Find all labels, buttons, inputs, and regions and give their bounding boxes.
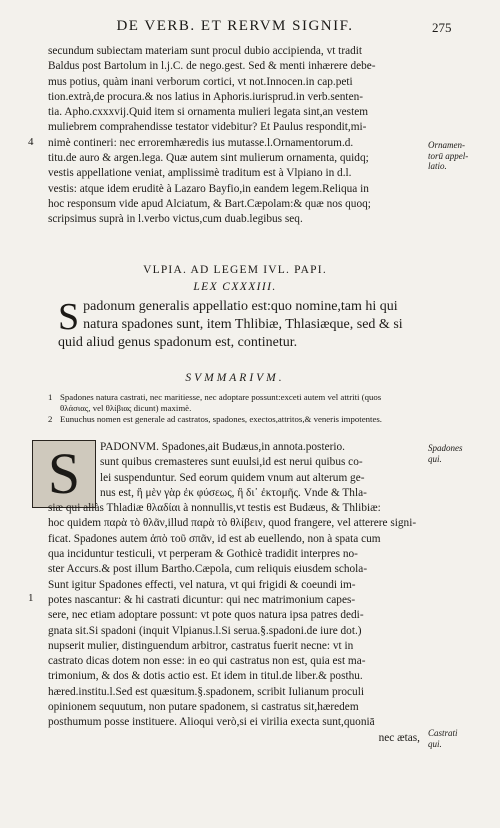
text-line: titu.de auro & argen.lega. Quæ autem sint mulierum ornamenta, quidq;	[48, 152, 369, 165]
summarium-list	[48, 392, 420, 425]
text-line: trimonium, & dos & dotis actio est. Et idem in titul.de liber.& posthu.	[48, 670, 363, 683]
lex-title: LEX CXXXIII.	[193, 281, 277, 293]
text-line: castrato dicas dotem non esse: in eo qui castratus non est, quia est ma-	[48, 655, 366, 668]
summarium-number: 1	[48, 392, 53, 402]
marginal-number: 1	[28, 592, 34, 604]
margin-note-line: qui.	[428, 738, 442, 749]
text-line: muliebrem comprahendisse testator videbitur? Et Paulus respondit,mi-	[48, 121, 367, 134]
text-line: potes nascantur: & hi castrati dicuntur: qui nec matrimonium capes-	[48, 593, 356, 606]
section-title: VLPIA. AD LEGEM IVL. PAPI.	[143, 264, 327, 276]
page-number: 275	[432, 20, 452, 35]
margin-note-spadones	[428, 443, 463, 464]
margin-note-castrati	[428, 728, 458, 749]
marginal-number: 4	[28, 136, 34, 148]
text-line: tion.extrà,de procura.& nos latius in Aphoris.iurisprud.in verb.senten-	[48, 90, 363, 103]
text-line: vestis: atque idem eruditè à Lazaro Bayfio,in eandem legem.Reliqua in	[48, 182, 369, 195]
text-line: vestis appellatione veniat, amplissimè traditum est à Vlpiano in d.l.	[48, 167, 352, 180]
margin-note-line: torū appel-	[428, 150, 469, 161]
margin-note-line: latio.	[428, 161, 447, 171]
text-line: Sunt igitur Spadones effecti, vel natura, vt qui frigidi & coeundi im-	[48, 578, 356, 591]
text-line: hæred.institu.l.Sed est quæsitum.§.spadonem, scribit Iulianum proculi	[48, 685, 364, 698]
text-line: secundum subiectam materiam sunt procul dubio accipienda, vt tradit	[48, 45, 363, 57]
text-line: tia. Apho.cxxxvij.Quid item si ornamenta mulieri legata sint,an vestem	[48, 106, 369, 119]
text-line: Baldus post Bartolum in l.j.C. de nego.gest. Sed & menti inhærere debe-	[48, 60, 376, 73]
margin-note-line: Castrati	[428, 728, 458, 738]
text-line: opinionem sequutum, non putare spadonem, si castratus sit,hæredem	[48, 701, 359, 714]
summarium-line: θλάσιας, vel θλίβιας dicunt) maximè.	[60, 403, 192, 413]
lemma-line: natura spadones sunt, item Thlibiæ, Thlasiæque, sed & si	[83, 317, 403, 332]
text-line: mus potius, quàm inani verborum cortici, vt not.Innocen.in cap.peti	[48, 75, 353, 88]
margin-note-ornamentorum	[428, 140, 468, 172]
decorated-initial-letter: S	[47, 441, 81, 506]
text-line: posthumum posse instituere. Alioqui verò,si ei virilia execta sunt,quoniā	[48, 716, 375, 729]
text-line: qua inciduntur testiculi, vt perperam & Gothicè tradidit interpres no-	[48, 548, 358, 561]
lemma-line: padonum generalis appellatio est:quo nomine,tam hi qui	[83, 299, 398, 314]
catchword: nec ætas,	[378, 731, 420, 744]
margin-note-line: Spadones	[428, 443, 463, 453]
text-line: hoc quidem παρὰ τὸ θλᾶν,illud παρὰ τὸ θλίβειν, quod frangere, vel atterere signi-	[48, 517, 417, 530]
summarium-number: 2	[48, 414, 53, 424]
lemma-text	[58, 298, 420, 352]
margin-note-line: Ornamen-	[428, 140, 465, 150]
lemma-line: quid aliud genus spadonum est, continetur.	[58, 335, 298, 350]
text-line: scripsimus suprà in l.verbo victus,cum duab.legibus seq.	[48, 213, 303, 226]
summarium-item	[48, 414, 420, 425]
text-line: nimè contineri: nec erroremhæredis ius mutasse.l.Ornamentorum.d.	[48, 136, 354, 149]
text-line: siæ qui aliàs Thladiæ θλαδίαι à nonnullis,vt testis est Budæus, & Thlibiæ:	[48, 502, 381, 515]
text-line: ster Accurs.& post illum Bartho.Cæpola, cum reliquis eiusdem schola-	[48, 563, 368, 576]
running-head: DE VERB. ET RERVM SIGNIF.	[116, 18, 354, 34]
summarium-line: Eunuchus nomen est generale ad castratos, spadones, exectos,attritos,& veneris impotentes.	[60, 414, 382, 424]
text-line: nus est, ἢ μὲν γὰρ ἐκ φύσεως, ἢ δι᾽ ἐκτομῆς. Vnde & Thla-	[100, 486, 367, 499]
text-line: lei suspenduntur. Sed eorum quidem vnum aut alterum ge-	[100, 471, 365, 484]
text-line: sere, nec etiam adoptare possunt: vt pote quos natura ipsa patres dedi-	[48, 609, 364, 622]
text-line: ficat. Spadones autem ἀπὸ τοῦ σπᾶν, id est ab euellendo, non à spata cum	[48, 532, 381, 545]
text-line: sunt quibus cremasteres sunt euulsi,id est nerui quibus co-	[100, 456, 363, 469]
text-line: hoc responsum vide apud Alciatum, & Bart.Cæpolam:& quæ nos quoq;	[48, 197, 371, 210]
summarium-item	[48, 392, 420, 414]
text-line: PADONVM. Spadones,ait Budæus,in annota.posterio.	[100, 441, 345, 453]
text-line: gnata sit.Si spadoni (inquit Vlpianus.l.Si serua.§.spadoni.de iure dot.)	[48, 624, 362, 637]
lemma-initial: S	[58, 296, 80, 338]
summarium-title: SVMMARIVM.	[185, 372, 285, 384]
summarium-line: Spadones natura castrati, nec maritiesse, nec adoptare possunt:exceti autem vel attriti (quos	[60, 392, 382, 402]
margin-note-line: qui.	[428, 453, 442, 464]
text-block-commentary	[48, 440, 420, 746]
text-line: nupserit mulier, distinguendum arbitror, castratus fuerit necne: vt in	[48, 639, 354, 652]
text-block-top	[48, 44, 420, 228]
